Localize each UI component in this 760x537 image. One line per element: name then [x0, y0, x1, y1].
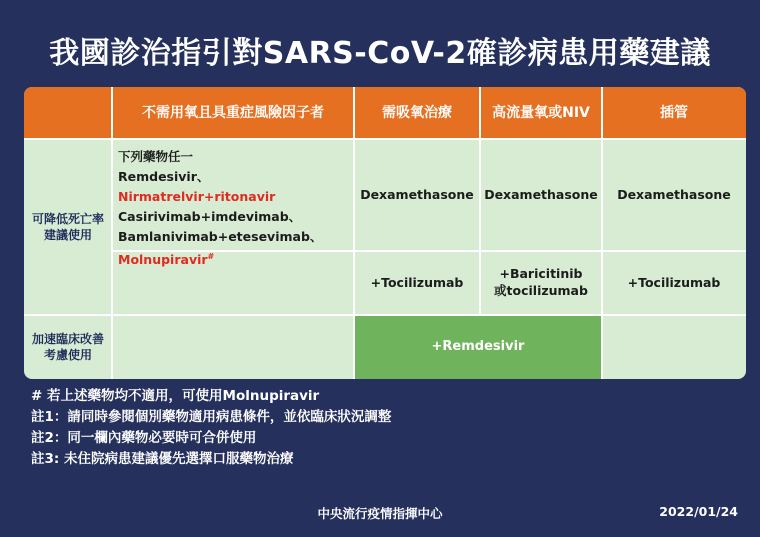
note-2: 註2：同一欄內藥物必要時可合併使用 — [31, 430, 257, 446]
row-label-reduce-mortality-line2: 建議使用 — [43, 228, 92, 242]
baricitinib-line1: +Baricitinib — [499, 266, 583, 282]
remdesivir-cell: +Remdesivir — [354, 315, 602, 379]
row-label-reduce-mortality — [24, 139, 112, 315]
row-label-reduce-mortality-line1: 可降低死亡率 — [31, 211, 104, 226]
grid-line — [112, 250, 746, 252]
grid-line — [24, 138, 746, 140]
drug-molnupiravir: Molnupiravir — [118, 252, 208, 268]
drug-list-line-remdesivir — [118, 167, 354, 207]
header-intubation: 插管 — [602, 87, 746, 139]
note-3: 註3: 未住院病患建議優先選擇口服藥物治療 — [31, 451, 294, 467]
empty-cell-row2-no-oxygen — [112, 315, 354, 379]
footer-organization: 中央流行疫情指揮中心 — [317, 506, 443, 521]
grid-line — [353, 87, 355, 379]
page-title: 我國診治指引對SARS-CoV-2確診病患用藥建議 — [49, 36, 711, 71]
footnote-mark: # — [207, 252, 215, 261]
drug-nirmatrelvir-ritonavir: Nirmatrelvir+ritonavir — [118, 189, 276, 204]
baricitinib-line2: 或tocilizumab — [494, 283, 588, 298]
grid-line — [601, 87, 603, 379]
grid-line — [111, 87, 113, 379]
grid-line — [24, 314, 746, 316]
note-1: 註1：請同時參閱個別藥物適用病患條件，並依臨床狀況調整 — [31, 409, 392, 425]
tocilizumab-intubation: +Tocilizumab — [627, 274, 721, 290]
row-label-clinical-improvement-line1: 加速臨床改善 — [31, 331, 104, 346]
drug-bamlanivimab-etesevimab: Bamlanivimab+etesevimab、 — [118, 229, 323, 244]
baricitinib-high-flow — [480, 251, 602, 315]
header-oxygen: 需吸氧治療 — [354, 87, 480, 139]
drug-casirivimab-imdevimab: Casirivimab+imdevimab、 — [118, 209, 302, 224]
empty-cell-no-oxygen — [112, 251, 354, 315]
grid-line — [479, 87, 481, 315]
dexamethasone-oxygen: Dexamethasone — [360, 186, 474, 202]
drug-remdesivir: Remdesivir、 — [118, 169, 210, 184]
footer-date: 2022/01/24 — [659, 504, 738, 519]
row-label-clinical-improvement — [24, 315, 112, 379]
header-no-oxygen: 不需用氧且具重症風險因子者 — [112, 87, 354, 139]
header-high-flow: 高流量氧或NIV — [480, 87, 602, 139]
notes — [31, 386, 391, 470]
drug-list-cell — [112, 139, 354, 268]
drug-list-intro: 下列藥物任一 — [118, 149, 194, 164]
header-corner — [24, 87, 112, 139]
row-label-clinical-improvement-line2: 考慮使用 — [43, 348, 92, 362]
tocilizumab-oxygen: +Tocilizumab — [370, 274, 464, 290]
note-footnote: # 若上述藥物均不適用，可使用Molnupiravir — [31, 388, 320, 404]
dexamethasone-high-flow: Dexamethasone — [484, 186, 598, 202]
dexamethasone-intubation: Dexamethasone — [617, 186, 731, 202]
drug-recommendation-table — [24, 87, 746, 379]
empty-cell-row2-intubation — [602, 315, 746, 379]
